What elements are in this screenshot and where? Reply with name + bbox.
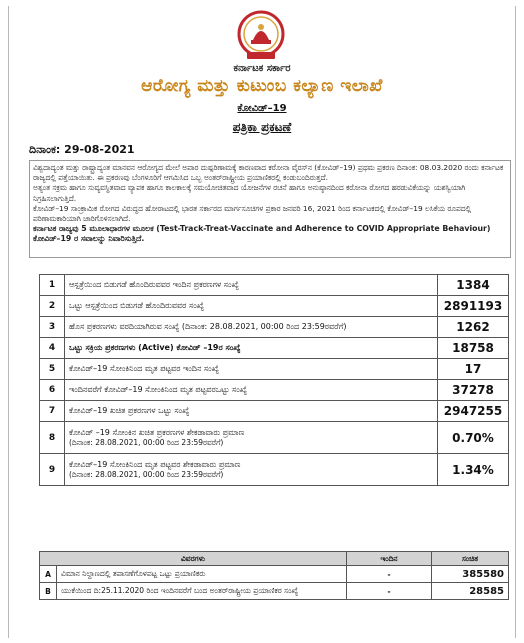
- row-cumulative: 385580: [432, 566, 509, 583]
- header-today: ಇಂದಿನ: [347, 552, 432, 566]
- row-today: -: [347, 566, 432, 583]
- row-value: 0.70%: [438, 422, 509, 454]
- row-value: 2891193: [438, 296, 509, 317]
- press-release-page: [8, 6, 516, 638]
- row-description: ಯುಕೆಯಿಂದ ದಿ:25.11.2020 ರಿಂದ ಇಂದಿನವರೆಗೆ ಬಂದ ಅಂತರ್‌ರಾಷ್ಟ್ರೀಯ ಪ್ರಯಾಣಿಕರ ಸಂಖ್ಯೆ: [57, 583, 347, 600]
- row-description-sub: (ದಿನಾಂಕ: 28.08.2021, 00:00 ರಿಂದ 23:59ರವರೆಗೆ): [69, 469, 224, 479]
- row-value: 1.34%: [438, 454, 509, 486]
- row-number: 4: [40, 338, 65, 359]
- row-number: 5: [40, 359, 65, 380]
- table-row: [40, 359, 509, 380]
- row-description: ಒಟ್ಟು ಆಸ್ಪತ್ರೆಯಿಂದ ಬಿಡುಗಡೆ ಹೊಂದಿರುವವರ ಸಂಖ್ಯೆ: [65, 296, 438, 317]
- travellers-table: [39, 551, 509, 600]
- row-cumulative: 28585: [432, 583, 509, 600]
- intro-paragraph: ಕರ್ನಾಟಕ ರಾಜ್ಯವು 5 ಮೂಲಾಧಾರಗಳ ಮೂಲಕ (Test-Track-Treat-Vaccinate and Adherence to COVID Appropriate Behaviour) ಕೋವಿಡ್–19 ರ ಸವಾಲನ್ನು ನಿವಾರಿಸುತ್ತಿದೆ.: [33, 224, 491, 244]
- row-description: ವಿಮಾನ ನಿಲ್ದಾಣದಲ್ಲಿ ತಪಾಸಣೆಗೊಳಪಟ್ಟ ಒಟ್ಟು ಪ್ರಯಾಣಿಕರು: [57, 566, 347, 583]
- row-description: ಕೋವಿಡ್–19 ಖಚಿತ ಪ್ರಕರಣಗಳ ಒಟ್ಟು ಸಂಖ್ಯೆ: [65, 401, 438, 422]
- row-number: 7: [40, 401, 65, 422]
- subject-heading: ಕೋವಿಡ್–19: [237, 103, 287, 114]
- row-letter: B: [40, 583, 57, 600]
- table-row: [40, 454, 509, 486]
- row-value: 17: [438, 359, 509, 380]
- table-row: [40, 401, 509, 422]
- table-row: [40, 275, 509, 296]
- date-value: 29-08-2021: [64, 143, 135, 156]
- date-label: ದಿನಾಂಕ:: [29, 143, 61, 156]
- date-line: [29, 143, 135, 157]
- header-details: ವಿವರಗಳು: [40, 552, 347, 566]
- row-description: ಇಂದಿನವರೆಗೆ ಕೋವಿಡ್–19 ಸೋಂಕಿನಿಂದ ಮೃತ ಪಟ್ಟವರಒಟ್ಟು ಸಂಖ್ಯೆ: [65, 380, 438, 401]
- table-row: [40, 380, 509, 401]
- table-row: [40, 296, 509, 317]
- row-value: 37278: [438, 380, 509, 401]
- row-number: 2: [40, 296, 65, 317]
- row-number: 1: [40, 275, 65, 296]
- row-description-main: ಕೋವಿಡ್ –19 ಸೋಂಕಿನ ಖಚಿತ ಪ್ರಕರಣಗಳ ಶೇಕಡಾವಾರು ಪ್ರಮಾಣ: [69, 427, 245, 437]
- intro-paragraph: ಕೋವಿಡ್–19 ಸಾಂಕ್ರಾಮಿಕ ರೋಗದ ವಿರುದ್ಧದ ಹೋರಾಟದಲ್ಲಿ ಭಾರತ ಸರ್ಕಾರದ ಮಾರ್ಗಸೂಚಿಗಳ ಪ್ರಕಾರ ಜನವರಿ 16, 2021 ರಿಂದ ಕರ್ನಾಟಕದಲ್ಲಿ ಕೋವಿಡ್–19 ಲಸಿಕೆಯ ರೂಪದಲ್ಲಿ ಪರಿಣಾಮಕಾರಿಯಾಗಿ ಜಾರಿಗೊಳಿಸಲಾಗಿದೆ.: [33, 203, 472, 224]
- row-number: 3: [40, 317, 65, 338]
- row-letter: A: [40, 566, 57, 583]
- intro-box: [29, 160, 511, 258]
- row-value: 2947255: [438, 401, 509, 422]
- row-description-sub: (ದಿನಾಂಕ: 28.08.2021, 00:00 ರಿಂದ 23:59ರವರೆಗೆ): [69, 437, 224, 447]
- row-description: [65, 422, 438, 454]
- intro-paragraph: ವಿಶ್ವದಾದ್ಯಂತ ಮತ್ತು ರಾಷ್ಟ್ರಾದ್ಯಂತ ಮಾನವನ ಆರೋಗ್ಯದ ಮೇಲೆ ಅಪಾರ ದುಷ್ಪರಿಣಾಮಕ್ಕೆ ಕಾರಣವಾದ ಕರೋನಾ ವೈರಸ್‌ನ (ಕೋವಿಡ್–19) ಪ್ರಥಮ ಪ್ರಕರಣ ದಿನಾಂಕ: 08.03.2020 ರಂದು ಕರ್ನಾಟಕ ರಾಜ್ಯದಲ್ಲಿ ಪತ್ತೆಯಾಯಿತು. ಈ ಪ್ರಕರಣವು ಬೆಂಗಳೂರಿಗೆ ಆಗಮಿಸಿದ ಒಬ್ಬ ಅಂತರ್‌ರಾಷ್ಟ್ರೀಯ ಪ್ರಯಾಣಿಕರಲ್ಲಿ ಕಂಡುಬಂದಿರುತ್ತದೆ.: [33, 163, 504, 183]
- karnataka-emblem-icon: [237, 10, 285, 62]
- table-row: [40, 317, 509, 338]
- table-row: [40, 338, 509, 359]
- row-today: -: [347, 583, 432, 600]
- row-number: 9: [40, 454, 65, 486]
- header-cumulative: ಸಂಚಿತ: [432, 552, 509, 566]
- table-row: [40, 422, 509, 454]
- row-number: 6: [40, 380, 65, 401]
- intro-paragraph: ಅತ್ಯಂತ ಸಕ್ರಮ ಹಾಗೂ ಸುವ್ಯವಸ್ಥಿತವಾದ ವ್ಯಾಪಕ ಹಾಗೂ ಕಾಲಕಾಲಕ್ಕೆ ಸಮಯೋಚಿತವಾದ ಯೋಜನೆಗಳ ರಚನೆ ಹಾಗೂ ಅನುಷ್ಠಾನದಿಂದ ಕರೋನಾ ರೋಗದ ಹರಡುವಿಕೆಯನ್ನು ಯಶಸ್ವಿಯಾಗಿ ನಿಗ್ರಹಿಸಲಾಗುತ್ತಿದೆ.: [33, 183, 466, 203]
- row-value: 1262: [438, 317, 509, 338]
- row-number: 8: [40, 422, 65, 454]
- row-description: [65, 454, 438, 486]
- statistics-table: [39, 274, 509, 486]
- row-description: ಒಟ್ಟು ಸಕ್ರಿಯ ಪ್ರಕರಣಗಳು (Active) ಕೋವಿಡ್ –19ರ ಸಂಖ್ಯೆ: [65, 338, 438, 359]
- press-note-heading: ಪತ್ರಿಕಾ ಪ್ರಕಟಣೆ: [232, 120, 292, 134]
- row-description: ಕೋವಿಡ್–19 ಸೋಂಕಿನಿಂದ ಮೃತ ಪಟ್ಟವರ ಇಂದಿನ ಸಂಖ್ಯೆ: [65, 359, 438, 380]
- table-header-row: [40, 552, 509, 566]
- row-description: ಆಸ್ಪತ್ರೆಯಿಂದ ಬಿಡುಗಡೆ ಹೊಂದಿರುವವರ ಇಂದಿನ ಪ್ರಕರಣಗಳ ಸಂಖ್ಯೆ: [65, 275, 438, 296]
- table-row: [40, 566, 509, 583]
- row-value: 18758: [438, 338, 509, 359]
- government-label: ಕರ್ನಾಟಕ ಸರ್ಕಾರ: [233, 63, 291, 74]
- table-row: [40, 583, 509, 600]
- row-description-main: ಕೋವಿಡ್–19 ಸೋಂಕಿನಿಂದ ಮೃತ ಪಟ್ಟವರ ಶೇಕಡಾವಾರು ಪ್ರಮಾಣ: [69, 459, 241, 469]
- row-description: ಹೊಸ ಪ್ರಕರಣಗಳು ವರದಿಯಾಗಿರುವ ಸಂಖ್ಯೆ (ದಿನಾಂಕ: 28.08.2021, 00:00 ರಿಂದ 23:59ರವರೆಗೆ): [65, 317, 438, 338]
- row-value: 1384: [438, 275, 509, 296]
- department-title: ಆರೋಗ್ಯ ಮತ್ತು ಕುಟುಂಬ ಕಲ್ಯಾಣ ಇಲಾಖೆ: [141, 76, 383, 96]
